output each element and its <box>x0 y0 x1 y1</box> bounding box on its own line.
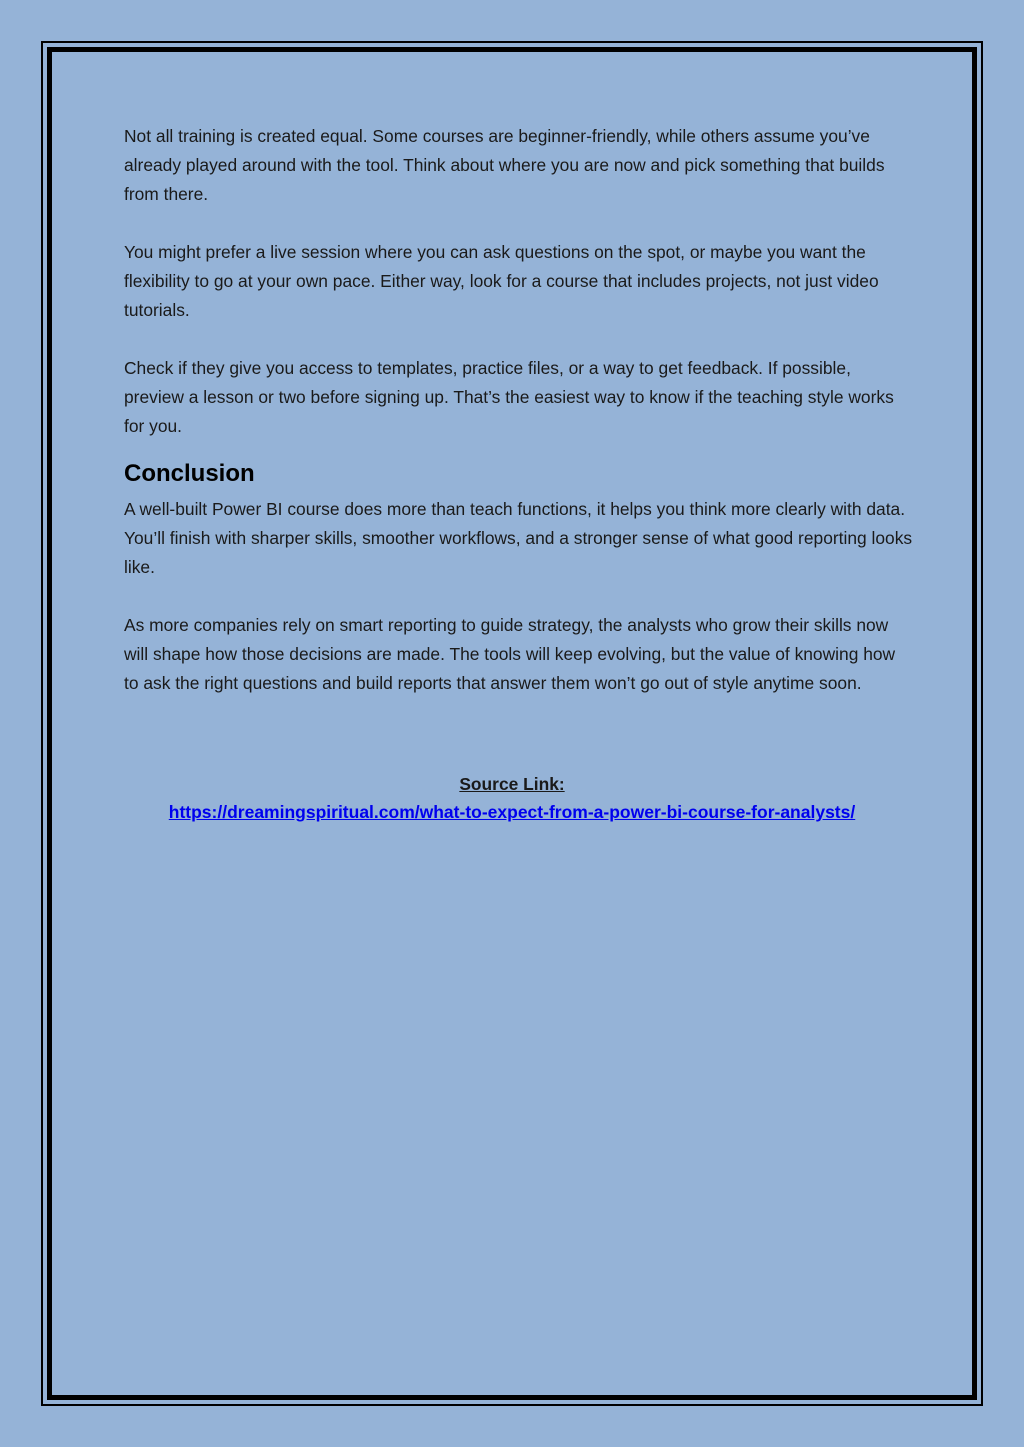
paragraph-course-resources: Check if they give you access to templates, practice files, or a way to get feedback. If possible, preview a lesson or two before signing up. That’s the easiest way to know if the teaching style works for you. <box>124 358 894 436</box>
conclusion-heading: Conclusion <box>124 460 255 487</box>
source-link[interactable]: https://dreamingspiritual.com/what-to-expect-from-a-power-bi-course-for-analysts/ <box>168 802 856 822</box>
paragraph-learning-format: You might prefer a live session where you can ask questions on the spot, or maybe you want the flexibility to go at your own pace. Either way, look for a course that includes projects, not just video tutorials. <box>124 242 879 320</box>
article-body <box>124 122 914 727</box>
source-section <box>100 770 924 826</box>
paragraph-conclusion-1: A well-built Power BI course does more than teach functions, it helps you think more clearly with data. You’ll finish with sharper skills, smoother workflows, and a stronger sense of what good reporting looks like. <box>124 499 913 577</box>
paragraph-conclusion-2: As more companies rely on smart reporting to guide strategy, the analysts who grow their skills now will shape how those decisions are made. The tools will keep evolving, but the value of knowing how to ask the right questions and build reports that answer them won’t go out of style anytime soon. <box>124 615 896 693</box>
source-link-label: Source Link: <box>459 774 565 794</box>
paragraph-course-level: Not all training is created equal. Some courses are beginner-friendly, while others assume you’ve already played around with the tool. Think about where you are now and pick something that builds from there. <box>124 126 885 204</box>
